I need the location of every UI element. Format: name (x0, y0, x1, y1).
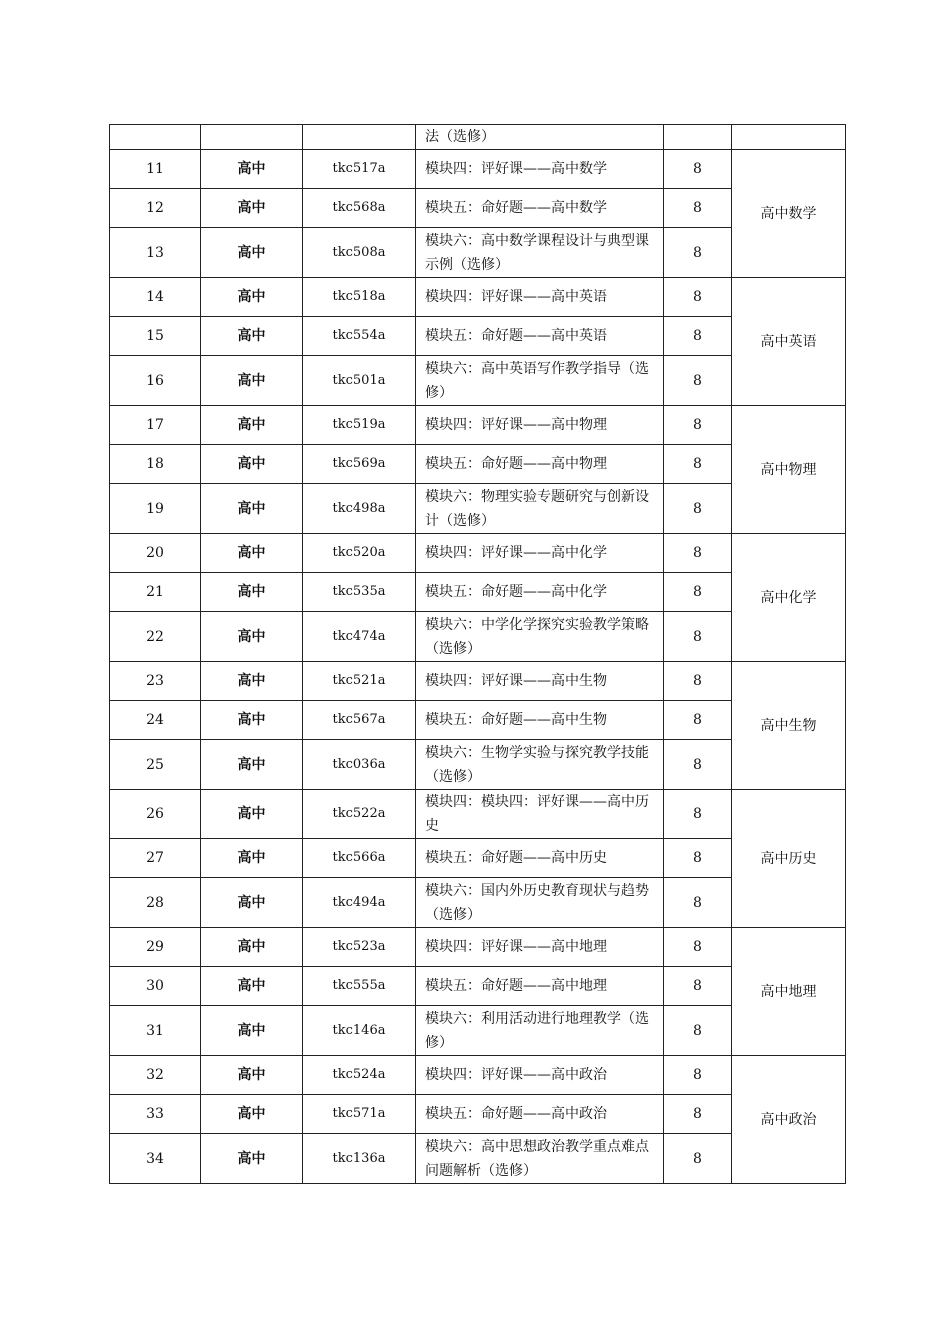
title-cell: 模块五：命好题——高中历史 (416, 839, 664, 878)
title-cell: 模块六：高中英语写作教学指导（选修） (416, 356, 664, 406)
title-cell: 模块五：命好题——高中生物 (416, 701, 664, 740)
code-cell: tkc571a (303, 1095, 416, 1134)
hours-cell: 8 (664, 1134, 732, 1184)
level-cell: 高中 (201, 790, 303, 839)
title-cell: 模块六：高中数学课程设计与典型课示例（选修） (416, 228, 664, 278)
no-cell: 19 (110, 484, 201, 534)
subject-cell: 高中化学 (732, 534, 846, 662)
code-cell: tkc474a (303, 612, 416, 662)
table-row (110, 790, 846, 839)
course-table (109, 124, 846, 1184)
level-cell (201, 125, 303, 150)
no-cell (110, 125, 201, 150)
table-row (110, 150, 846, 189)
hours-cell: 8 (664, 1056, 732, 1095)
level-cell: 高中 (201, 967, 303, 1006)
code-cell: tkc036a (303, 740, 416, 790)
hours-cell: 8 (664, 740, 732, 790)
no-cell: 33 (110, 1095, 201, 1134)
no-cell: 24 (110, 701, 201, 740)
level-cell: 高中 (201, 1095, 303, 1134)
continuation-row (110, 125, 846, 150)
level-cell: 高中 (201, 406, 303, 445)
title-cell: 模块五：命好题——高中物理 (416, 445, 664, 484)
code-cell: tkc518a (303, 278, 416, 317)
title-cell: 模块四：评好课——高中地理 (416, 928, 664, 967)
hours-cell: 8 (664, 967, 732, 1006)
code-cell: tkc520a (303, 534, 416, 573)
title-cell: 模块五：命好题——高中政治 (416, 1095, 664, 1134)
title-cell: 模块六：中学化学探究实验教学策略（选修） (416, 612, 664, 662)
table-body (110, 125, 846, 1184)
hours-cell: 8 (664, 878, 732, 928)
level-cell: 高中 (201, 150, 303, 189)
no-cell: 34 (110, 1134, 201, 1184)
title-cell: 模块六：利用活动进行地理教学（选修） (416, 1006, 664, 1056)
title-cell: 模块六：国内外历史教育现状与趋势（选修） (416, 878, 664, 928)
title-cell: 模块五：命好题——高中化学 (416, 573, 664, 612)
code-cell: tkc569a (303, 445, 416, 484)
code-cell: tkc555a (303, 967, 416, 1006)
subject-cell: 高中生物 (732, 662, 846, 790)
subject-cell: 高中政治 (732, 1056, 846, 1184)
subject-cell: 高中物理 (732, 406, 846, 534)
hours-cell: 8 (664, 406, 732, 445)
level-cell: 高中 (201, 534, 303, 573)
code-cell: tkc523a (303, 928, 416, 967)
code-cell: tkc508a (303, 228, 416, 278)
code-cell: tkc498a (303, 484, 416, 534)
title-cell: 模块四：评好课——高中生物 (416, 662, 664, 701)
level-cell: 高中 (201, 701, 303, 740)
level-cell: 高中 (201, 484, 303, 534)
hours-cell: 8 (664, 445, 732, 484)
table-row (110, 662, 846, 701)
no-cell: 27 (110, 839, 201, 878)
no-cell: 12 (110, 189, 201, 228)
no-cell: 31 (110, 1006, 201, 1056)
code-cell: tkc535a (303, 573, 416, 612)
no-cell: 29 (110, 928, 201, 967)
no-cell: 26 (110, 790, 201, 839)
hours-cell: 8 (664, 1095, 732, 1134)
title-cell: 模块四：评好课——高中数学 (416, 150, 664, 189)
no-cell: 25 (110, 740, 201, 790)
code-cell: tkc521a (303, 662, 416, 701)
hours-cell: 8 (664, 612, 732, 662)
no-cell: 16 (110, 356, 201, 406)
level-cell: 高中 (201, 1006, 303, 1056)
level-cell: 高中 (201, 189, 303, 228)
level-cell: 高中 (201, 228, 303, 278)
subject-cell: 高中数学 (732, 150, 846, 278)
hours-cell: 8 (664, 839, 732, 878)
hours-cell: 8 (664, 189, 732, 228)
no-cell: 21 (110, 573, 201, 612)
subject-cell (732, 125, 846, 150)
code-cell: tkc566a (303, 839, 416, 878)
hours-cell: 8 (664, 317, 732, 356)
hours-cell: 8 (664, 662, 732, 701)
title-cell: 模块四：评好课——高中政治 (416, 1056, 664, 1095)
hours-cell: 8 (664, 150, 732, 189)
subject-cell: 高中英语 (732, 278, 846, 406)
course-table-container (109, 124, 846, 1184)
no-cell: 30 (110, 967, 201, 1006)
no-cell: 13 (110, 228, 201, 278)
code-cell: tkc501a (303, 356, 416, 406)
level-cell: 高中 (201, 928, 303, 967)
level-cell: 高中 (201, 573, 303, 612)
title-cell: 模块五：命好题——高中英语 (416, 317, 664, 356)
code-cell: tkc136a (303, 1134, 416, 1184)
no-cell: 20 (110, 534, 201, 573)
code-cell (303, 125, 416, 150)
level-cell: 高中 (201, 878, 303, 928)
table-row (110, 406, 846, 445)
hours-cell: 8 (664, 278, 732, 317)
code-cell: tkc519a (303, 406, 416, 445)
table-row (110, 1056, 846, 1095)
title-cell: 模块四：模块四：评好课——高中历史 (416, 790, 664, 839)
no-cell: 18 (110, 445, 201, 484)
title-cell: 法（选修） (416, 125, 664, 150)
title-cell: 模块四：评好课——高中英语 (416, 278, 664, 317)
table-row (110, 928, 846, 967)
code-cell: tkc567a (303, 701, 416, 740)
hours-cell: 8 (664, 356, 732, 406)
no-cell: 11 (110, 150, 201, 189)
code-cell: tkc494a (303, 878, 416, 928)
title-cell: 模块五：命好题——高中数学 (416, 189, 664, 228)
no-cell: 28 (110, 878, 201, 928)
level-cell: 高中 (201, 612, 303, 662)
level-cell: 高中 (201, 740, 303, 790)
subject-cell: 高中历史 (732, 790, 846, 928)
hours-cell: 8 (664, 228, 732, 278)
code-cell: tkc554a (303, 317, 416, 356)
level-cell: 高中 (201, 278, 303, 317)
subject-cell: 高中地理 (732, 928, 846, 1056)
level-cell: 高中 (201, 839, 303, 878)
level-cell: 高中 (201, 356, 303, 406)
title-cell: 模块五：命好题——高中地理 (416, 967, 664, 1006)
no-cell: 23 (110, 662, 201, 701)
no-cell: 32 (110, 1056, 201, 1095)
hours-cell: 8 (664, 928, 732, 967)
code-cell: tkc522a (303, 790, 416, 839)
title-cell: 模块六：生物学实验与探究教学技能（选修） (416, 740, 664, 790)
hours-cell: 8 (664, 790, 732, 839)
title-cell: 模块四：评好课——高中物理 (416, 406, 664, 445)
code-cell: tkc568a (303, 189, 416, 228)
no-cell: 17 (110, 406, 201, 445)
no-cell: 22 (110, 612, 201, 662)
hours-cell: 8 (664, 573, 732, 612)
level-cell: 高中 (201, 1134, 303, 1184)
title-cell: 模块四：评好课——高中化学 (416, 534, 664, 573)
code-cell: tkc146a (303, 1006, 416, 1056)
code-cell: tkc524a (303, 1056, 416, 1095)
code-cell: tkc517a (303, 150, 416, 189)
table-row (110, 534, 846, 573)
hours-cell: 8 (664, 1006, 732, 1056)
no-cell: 15 (110, 317, 201, 356)
title-cell: 模块六：高中思想政治教学重点难点问题解析（选修） (416, 1134, 664, 1184)
hours-cell: 8 (664, 484, 732, 534)
level-cell: 高中 (201, 445, 303, 484)
level-cell: 高中 (201, 1056, 303, 1095)
table-row (110, 278, 846, 317)
level-cell: 高中 (201, 317, 303, 356)
hours-cell: 8 (664, 701, 732, 740)
no-cell: 14 (110, 278, 201, 317)
hours-cell: 8 (664, 534, 732, 573)
hours-cell (664, 125, 732, 150)
title-cell: 模块六：物理实验专题研究与创新设计（选修） (416, 484, 664, 534)
level-cell: 高中 (201, 662, 303, 701)
